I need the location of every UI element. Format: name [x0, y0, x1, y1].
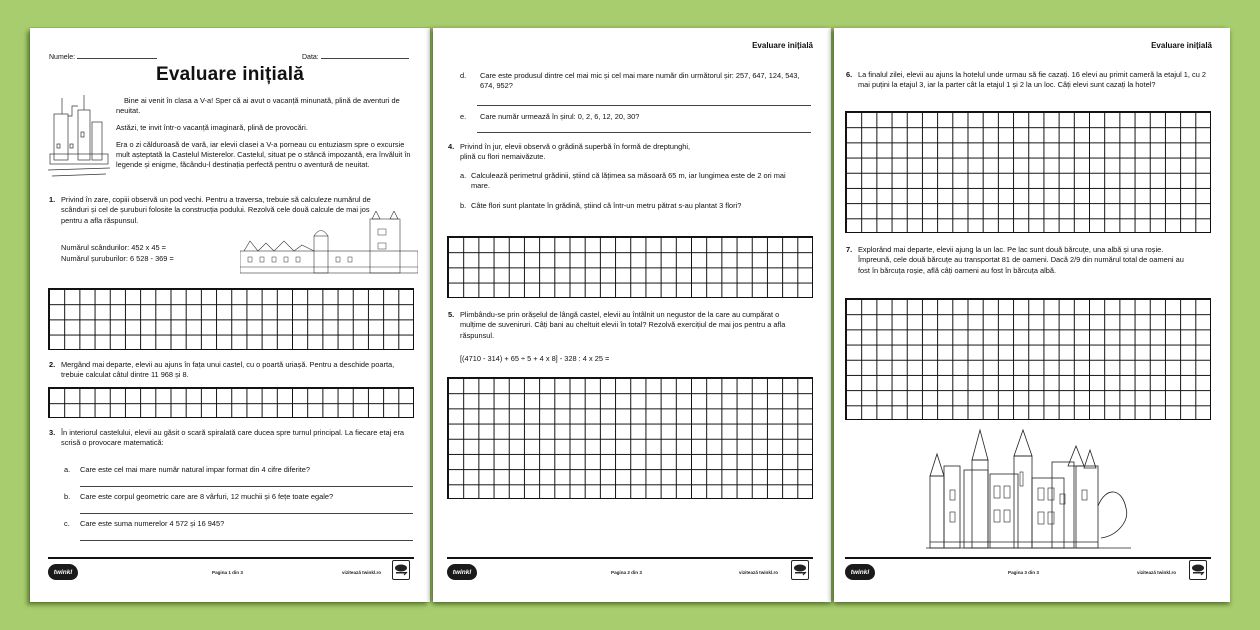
question-4b: b. Câte flori sunt plantate în grădină, știind că într-un metru pătrat s-au plantat 3 flori? — [460, 201, 742, 210]
question-6: 6. La finalul zilei, elevii au ajuns la hotelul unde urmau să fie cazați. 16 elevi au primit cameră la etajul 1, cu 2 mai puțini la etajul 3, iar la parter cât la etajul 1 și 2 la un loc. Câți elevi sunt cazați la hotel? — [846, 70, 1206, 90]
site-link[interactable]: vizitează twinkl.ro — [342, 570, 382, 575]
expression-q5: [(4710 - 314) + 65 ÷ 5 + 4 x 8] - 328 : 4 x 25 = — [460, 354, 610, 363]
date-blank[interactable] — [321, 52, 409, 59]
quality-checked-badge-icon — [1189, 560, 1207, 580]
answer-grid-q4[interactable] — [447, 236, 813, 298]
footer-divider — [48, 557, 414, 559]
question-3a: a. Care este cel mai mare număr natural impar format din 4 cifre diferite? — [64, 465, 311, 474]
castle-illustration-bridge — [240, 211, 418, 276]
answer-line-3c[interactable] — [80, 540, 413, 541]
intro-paragraph-3: Era o zi călduroasă de vară, iar elevii clasei a V-a porneau cu entuziasm spre o excursie mult așteptată la Castelul Misterelor. Castelul, situat pe o stâncă impozantă, era învăluit în legende și enigme, făcându-l destinația perfectă pentru o aventură de neuitat. — [116, 140, 411, 170]
site-link[interactable]: vizitează twinkl.ro — [739, 570, 779, 575]
twinkl-cloud-logo-icon: twinkl — [845, 564, 875, 580]
page-number: Pagina 1 din 3 — [212, 570, 243, 575]
worksheet-page-2 — [433, 28, 831, 602]
page-number: Pagina 3 din 3 — [1008, 570, 1039, 575]
page-number: Pagina 2 din 3 — [611, 570, 642, 575]
page-header-title: Evaluare inițială — [752, 41, 813, 50]
twinkl-cloud-logo-icon: twinkl — [447, 564, 477, 580]
intro-paragraph-2: Astăzi, te invit într-o vacanță imaginară, plină de provocări. — [116, 123, 308, 132]
question-4a: a. Calculează perimetrul grădinii, știind că lățimea sa măsoară 65 m, iar lungimea este de 2 ori mai mare. — [460, 171, 786, 191]
twinkl-cloud-logo-icon: twinkl — [48, 564, 78, 580]
intro-paragraph-1: Bine ai venit în clasa a V-a! Sper că ai avut o vacanță minunată, plină de aventuri de neuitat. — [116, 96, 400, 116]
answer-grid-q2[interactable] — [48, 387, 414, 418]
calc-planks: Numărul scândurilor: 452 x 45 = — [61, 243, 166, 252]
name-field[interactable] — [49, 52, 157, 61]
site-link[interactable]: vizitează twinkl.ro — [1137, 570, 1177, 575]
question-2: 2. Mergând mai departe, elevii au ajuns în fața unui castel, cu o poartă uriașă. Pentru a deschide poarta, trebuie calculat câtul dintre 11 968 și 8. — [49, 360, 395, 380]
castle-illustration-large — [926, 426, 1131, 551]
name-blank[interactable] — [77, 52, 157, 59]
question-3b: b. Care este corpul geometric care are 8 vârfuri, 12 muchii și 6 fețe toate egale? — [64, 492, 334, 501]
question-3: 3. În interiorul castelului, elevii au găsit o scară spiralată care ducea spre turnul principal. La fiecare etaj era scrisă o provocare matematică: — [49, 428, 405, 448]
question-7: 7. Explorând mai departe, elevii ajung la un lac. Pe lac sunt două bărcuțe, una albă și una roșie. Împreună, cele două bărcuțe au transportat 81 de oameni. Dacă 2/9 din numărul total de oameni au fost în bărcuța roșie, află câți oameni au fost în bărcuța albă. — [846, 245, 1184, 275]
footer-divider — [447, 557, 813, 559]
question-1: 1. Privind în zare, copiii observă un pod vechi. Pentru a traversa, trebuie să calculeze numărul de scânduri și cel de șuruburi folosite la construcția podului. Rezolvă cele două calcule de mai jos pentru a afla răspunsul. — [49, 195, 371, 225]
quality-checked-badge-icon — [791, 560, 809, 580]
calc-screws: Numărul șuruburilor: 6 528 - 369 = — [61, 254, 174, 263]
question-3c: c. Care este suma numerelor 4 572 și 16 945? — [64, 519, 225, 528]
question-3d: d. Care este produsul dintre cel mai mic și cel mai mare număr din următorul șir: 257, 647, 124, 543, 674, 952? — [460, 71, 800, 91]
answer-line-3d[interactable] — [477, 105, 811, 106]
answer-grid-q1[interactable] — [48, 288, 414, 350]
answer-grid-q6[interactable] — [845, 111, 1211, 233]
worksheet-page-3 — [834, 28, 1230, 602]
answer-line-3a[interactable] — [80, 486, 413, 487]
question-3e: e. Care număr urmează în șirul: 0, 2, 6, 12, 20, 30? — [460, 112, 640, 121]
footer-divider — [845, 557, 1211, 559]
date-label: Data: — [302, 54, 319, 61]
page-title: Evaluare inițială — [155, 64, 305, 85]
name-label: Numele: — [49, 54, 76, 61]
worksheet-page-1 — [30, 28, 430, 602]
answer-line-3e[interactable] — [477, 132, 811, 133]
date-field[interactable] — [302, 52, 409, 61]
quality-checked-badge-icon — [392, 560, 410, 580]
castle-illustration-small — [48, 92, 110, 182]
page-header-title: Evaluare inițială — [1151, 41, 1212, 50]
question-4: 4. Privind în jur, elevii observă o grădină superbă în formă de dreptunghi, plină cu flori nemaivăzute. — [448, 142, 691, 162]
answer-grid-q5[interactable] — [447, 377, 813, 499]
question-5: 5. Plimbându-se prin orășelul de lângă castel, elevii au întâlnit un negustor de la care au cumpărat o mulțime de suveniruri. Câți bani au cheltuit elevii în total? Rezolvă exercițiul de mai jos pentru a afla răspunsul. — [448, 310, 786, 340]
answer-grid-q7[interactable] — [845, 298, 1211, 420]
answer-line-3b[interactable] — [80, 513, 413, 514]
